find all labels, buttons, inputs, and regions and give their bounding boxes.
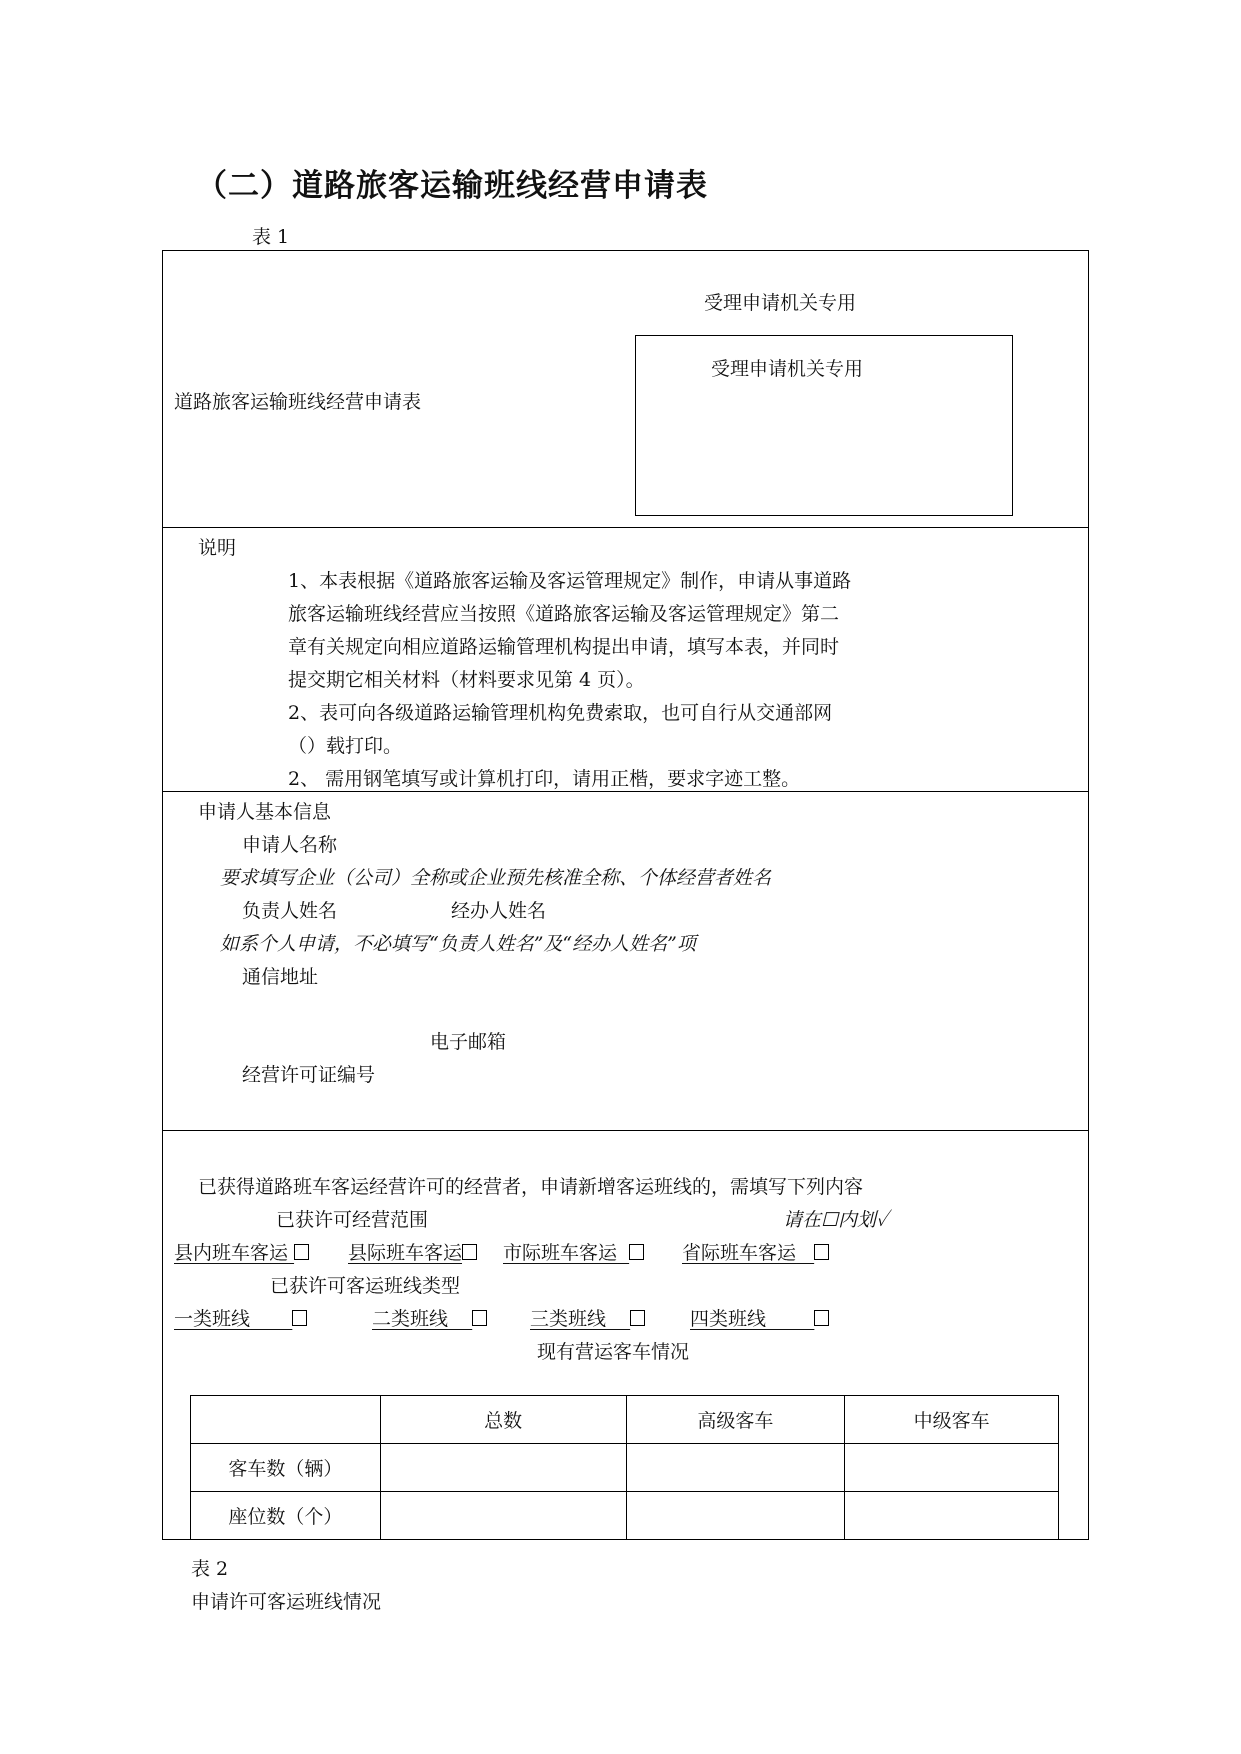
note-line: （）载打印。 — [288, 735, 403, 757]
checkbox[interactable] — [814, 1310, 829, 1326]
scope-option-label: 县内班车客运 — [174, 1242, 289, 1264]
table-header-cell: 高级客车 — [626, 1396, 845, 1444]
handler-name-label: 经办人姓名 — [451, 900, 547, 922]
table2-label: 表 2 — [191, 1558, 229, 1580]
table-row — [191, 1492, 1059, 1540]
table-cell-input[interactable] — [845, 1492, 1059, 1540]
page-title: （二）道路旅客运输班线经营申请表 — [196, 168, 708, 204]
row-label: 座位数（个） — [191, 1492, 381, 1540]
row-label: 客车数（辆） — [191, 1444, 381, 1492]
checkbox[interactable] — [294, 1244, 309, 1260]
applicant-name-hint: 要求填写企业（公司）全称或企业预先核准全称、个体经营者姓名 — [220, 867, 772, 889]
scope-option-label: 市际班车客运 — [503, 1242, 618, 1264]
licensed-scope-label: 已获许可经营范围 — [276, 1209, 429, 1231]
line-type-2[interactable] — [372, 1304, 487, 1331]
table-cell-input[interactable] — [626, 1444, 845, 1492]
principal-name-label: 负责人姓名 — [242, 900, 338, 922]
scope-option-interprovincial[interactable] — [682, 1238, 829, 1265]
table2-caption: 申请许可客运班线情况 — [191, 1591, 382, 1613]
table-cell-input[interactable] — [380, 1492, 626, 1540]
note-line: 提交期它相关材料（材料要求见第 4 页）。 — [288, 669, 645, 691]
check-instruction: 请在☐内划✓ — [783, 1209, 889, 1231]
table-row — [191, 1444, 1059, 1492]
note-line: 2、 需用钢笔填写或计算机打印，请用正楷，要求字迹工整。 — [288, 768, 801, 790]
line-type-label: 二类班线 — [372, 1308, 449, 1330]
line-type-label: 四类班线 — [690, 1308, 767, 1330]
office-use-box-label: 受理申请机关专用 — [711, 358, 864, 380]
table-header-cell — [191, 1396, 381, 1444]
note-line: 2、表可向各级道路运输管理机构免费索取，也可自行从交通部网 — [288, 702, 833, 724]
table-header-cell: 总数 — [380, 1396, 626, 1444]
line-type-4[interactable] — [690, 1304, 829, 1331]
checkbox[interactable] — [814, 1244, 829, 1260]
table-header-cell: 中级客车 — [845, 1396, 1059, 1444]
email-label: 电子邮箱 — [430, 1031, 507, 1053]
personal-application-hint: 如系个人申请，不必填写“负责人姓名”及“经办人姓名”项 — [220, 933, 696, 955]
applicant-name-label: 申请人名称 — [242, 834, 338, 856]
vehicle-table — [190, 1395, 1059, 1540]
table-cell-input[interactable] — [380, 1444, 626, 1492]
table-cell-input[interactable] — [626, 1492, 845, 1540]
checkbox[interactable] — [630, 1310, 645, 1326]
checkbox[interactable] — [462, 1244, 477, 1260]
address-label: 通信地址 — [242, 966, 319, 988]
table-header-row — [191, 1396, 1059, 1444]
scope-option-intercity[interactable] — [503, 1238, 644, 1265]
line-type-1[interactable] — [174, 1304, 307, 1331]
checkbox[interactable] — [629, 1244, 644, 1260]
table1-label: 表 1 — [252, 226, 290, 248]
note-line: 1、本表根据《道路旅客运输及客运管理规定》制作，申请从事道路 — [288, 570, 852, 592]
scope-option-intercounty[interactable] — [348, 1238, 477, 1265]
section-divider — [162, 791, 1089, 792]
note-line: 章有关规定向相应道路运输管理机构提出申请，填写本表，并同时 — [288, 636, 840, 658]
line-type-3[interactable] — [530, 1304, 645, 1331]
line-type-label: 三类班线 — [530, 1308, 607, 1330]
section-divider — [162, 1130, 1089, 1131]
scope-option-county[interactable] — [174, 1238, 309, 1265]
scope-option-label: 省际班车客运 — [682, 1242, 797, 1264]
notes-label: 说明 — [198, 537, 237, 559]
licensed-line-type-label: 已获许可客运班线类型 — [270, 1275, 461, 1297]
license-number-label: 经营许可证编号 — [242, 1064, 376, 1086]
form-title-left: 道路旅客运输班线经营申请表 — [174, 391, 422, 413]
checkbox[interactable] — [472, 1310, 487, 1326]
existing-operator-intro: 已获得道路班车客运经营许可的经营者，申请新增客运班线的，需填写下列内容 — [198, 1176, 864, 1198]
section-divider — [162, 527, 1089, 528]
note-line: 旅客运输班线经营应当按照《道路旅客运输及客运管理规定》第二 — [288, 603, 840, 625]
vehicles-section-label: 现有营运客车情况 — [537, 1341, 690, 1363]
line-type-label: 一类班线 — [174, 1308, 251, 1330]
checkbox[interactable] — [292, 1310, 307, 1326]
scope-option-label: 县际班车客运 — [348, 1242, 463, 1264]
applicant-section-label: 申请人基本信息 — [198, 801, 332, 823]
table-cell-input[interactable] — [845, 1444, 1059, 1492]
office-use-label: 受理申请机关专用 — [704, 292, 857, 314]
